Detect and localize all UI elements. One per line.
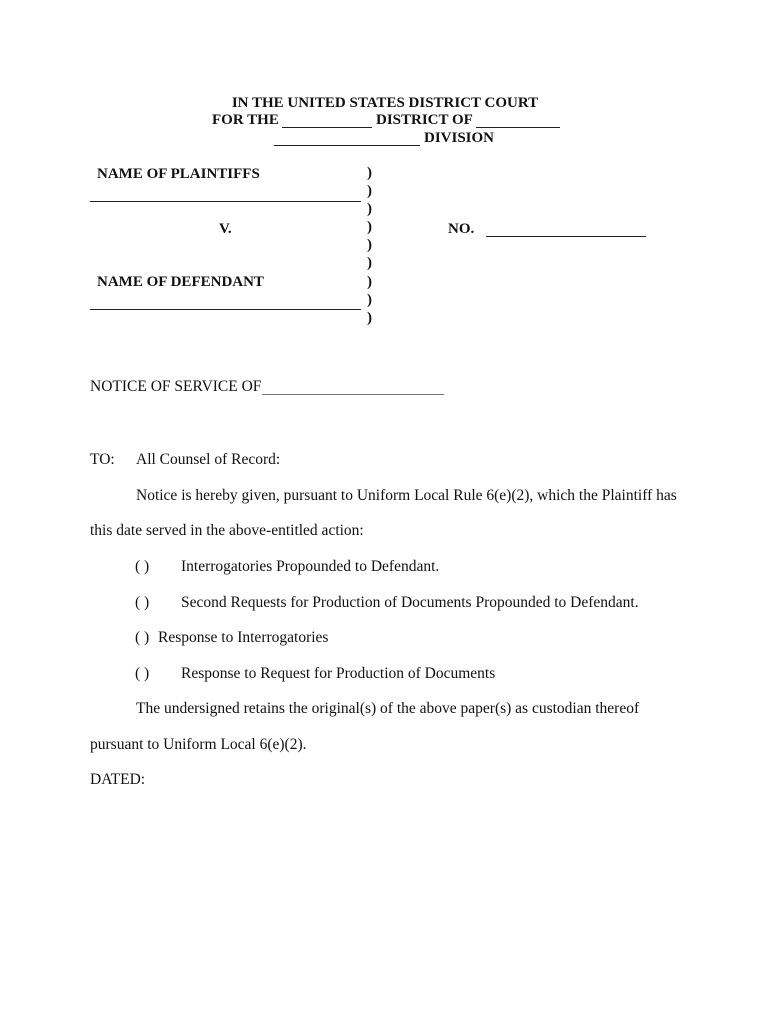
paren: )	[367, 183, 372, 200]
notice-title-blank[interactable]	[262, 394, 444, 395]
checkbox-interrogatories[interactable]: ( )	[135, 558, 150, 575]
district-of-label: DISTRICT OF	[376, 112, 473, 128]
division-blank[interactable]	[274, 145, 420, 146]
paren: )	[367, 309, 372, 326]
paren: )	[367, 255, 372, 272]
custodian-paragraph-line: pursuant to Uniform Local 6(e)(2).	[90, 736, 307, 753]
item-response-production-label: Response to Request for Production of Documents	[181, 665, 496, 682]
to-label: TO:	[90, 451, 115, 468]
for-the-label: FOR THE	[212, 112, 279, 128]
district-of-blank[interactable]	[476, 127, 560, 128]
caption-paren-column	[367, 164, 372, 327]
paren: )	[367, 237, 372, 254]
notice-paragraph-line: Notice is hereby given, pursuant to Uniform Local Rule 6(e)(2), which the Plaintiff has	[136, 487, 677, 504]
notice-paragraph-line: this date served in the above-entitled action:	[90, 522, 364, 539]
to-value: All Counsel of Record:	[136, 451, 281, 468]
defendant-blank[interactable]	[90, 309, 361, 310]
item-interrogatories-label: Interrogatories Propounded to Defendant.	[181, 558, 440, 575]
checkbox-second-requests[interactable]: ( )	[135, 594, 150, 611]
item-response-interrogatories-label: Response to Interrogatories	[158, 629, 329, 646]
paren: )	[367, 201, 372, 218]
paren: )	[367, 273, 372, 290]
paren: )	[367, 165, 372, 181]
dated-label: DATED:	[90, 771, 146, 788]
plaintiffs-label: NAME OF PLAINTIFFS	[97, 166, 260, 182]
plaintiffs-blank[interactable]	[90, 201, 361, 202]
item-second-requests-label: Second Requests for Production of Documents Propounded to Defendant.	[181, 594, 639, 611]
custodian-paragraph-line: The undersigned retains the original(s) of the above paper(s) as custodian thereof	[136, 700, 640, 717]
checkbox-response-interrogatories[interactable]: ( )	[135, 629, 150, 646]
defendant-label: NAME OF DEFENDANT	[97, 274, 264, 290]
division-label: DIVISION	[424, 130, 495, 146]
notice-title: NOTICE OF SERVICE OF	[90, 378, 262, 395]
checkbox-response-production[interactable]: ( )	[135, 665, 150, 682]
case-number-blank[interactable]	[486, 236, 646, 237]
case-number-label: NO.	[448, 221, 475, 237]
versus-label: V.	[219, 221, 232, 237]
court-heading: IN THE UNITED STATES DISTRICT COURT	[231, 95, 539, 111]
district-name-blank[interactable]	[282, 127, 372, 128]
paren: )	[367, 291, 372, 308]
paren: )	[367, 219, 372, 236]
